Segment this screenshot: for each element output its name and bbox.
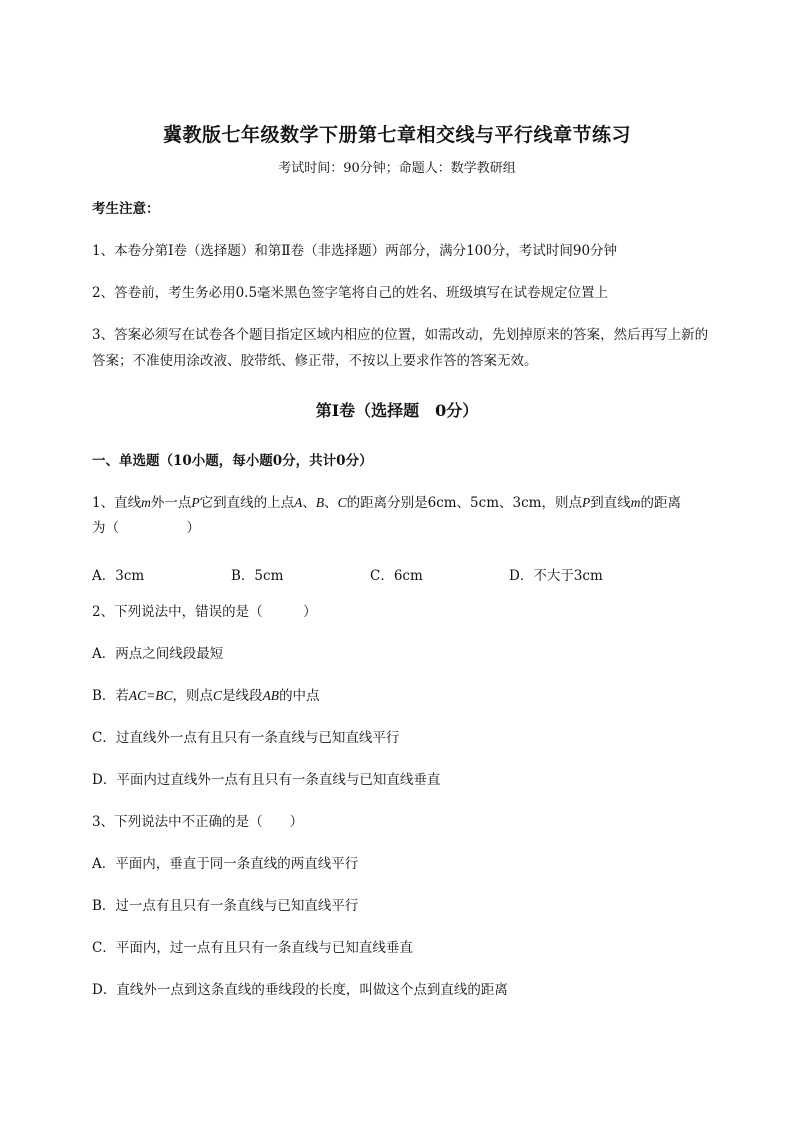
notice-item-2: 2、答卷前，考生务必用0.5毫米黑色签字笔将自己的姓名、班级填写在试卷规定位置上	[92, 285, 609, 301]
question-2-option-b: B．若AC=BC，则点C是线段AB的中点	[92, 688, 320, 704]
question-3-stem: 3、下列说法中不正确的是（ ）	[92, 814, 304, 830]
notice-item-1: 1、本卷分第I卷（选择题）和第Ⅱ卷（非选择题）两部分，满分100分，考试时间90分钟	[92, 243, 618, 259]
part-heading: 一、单选题（10小题，每小题0分，共计0分）	[92, 453, 373, 469]
page-title: 冀教版七年级数学下册第七章相交线与平行线章节练习	[162, 124, 631, 146]
section-title: 第I卷（选择题 0分）	[315, 401, 479, 420]
notice-heading: 考生注意：	[92, 201, 160, 217]
question-1-stem-cont: 为（ ）	[92, 520, 200, 536]
question-2-stem: 2、下列说法中，错误的是（ ）	[92, 604, 317, 620]
question-2-option-a: A．两点之间线段最短	[92, 646, 224, 662]
question-2-option-d: D．平面内过直线外一点有且只有一条直线与已知直线垂直	[92, 772, 441, 788]
question-1-stem: 1、直线m外一点P它到直线的上点A、B、C的距离分别是6cm、5cm、3cm，则点P到直线m的距离	[92, 495, 681, 511]
question-3-option-a: A．平面内，垂直于同一条直线的两直线平行	[92, 856, 359, 872]
exam-info: 考试时间：90分钟；命题人：数学教研组	[278, 161, 516, 176]
question-2-option-c: C．过直线外一点有且只有一条直线与已知直线平行	[92, 730, 400, 746]
question-3-option-d: D．直线外一点到这条直线的垂线段的长度，叫做这个点到直线的距离	[92, 982, 508, 998]
question-1-option-a: A．3cm	[92, 568, 145, 584]
notice-item-3: 3、答案必须写在试卷各个题目指定区域内相应的位置，如需改动，先划掉原来的答案，然后再写上新的答案；不准使用涂改液、胶带纸、修正带，不按以上要求作答的答案无效。	[92, 327, 709, 369]
question-1-option-c: C．6cm	[370, 568, 423, 584]
question-3-option-c: C．平面内，过一点有且只有一条直线与已知直线垂直	[92, 940, 413, 956]
question-1-option-b: B．5cm	[231, 568, 284, 584]
question-3-option-b: B．过一点有且只有一条直线与已知直线平行	[92, 898, 359, 914]
question-1-option-d: D．不大于3cm	[509, 568, 603, 584]
